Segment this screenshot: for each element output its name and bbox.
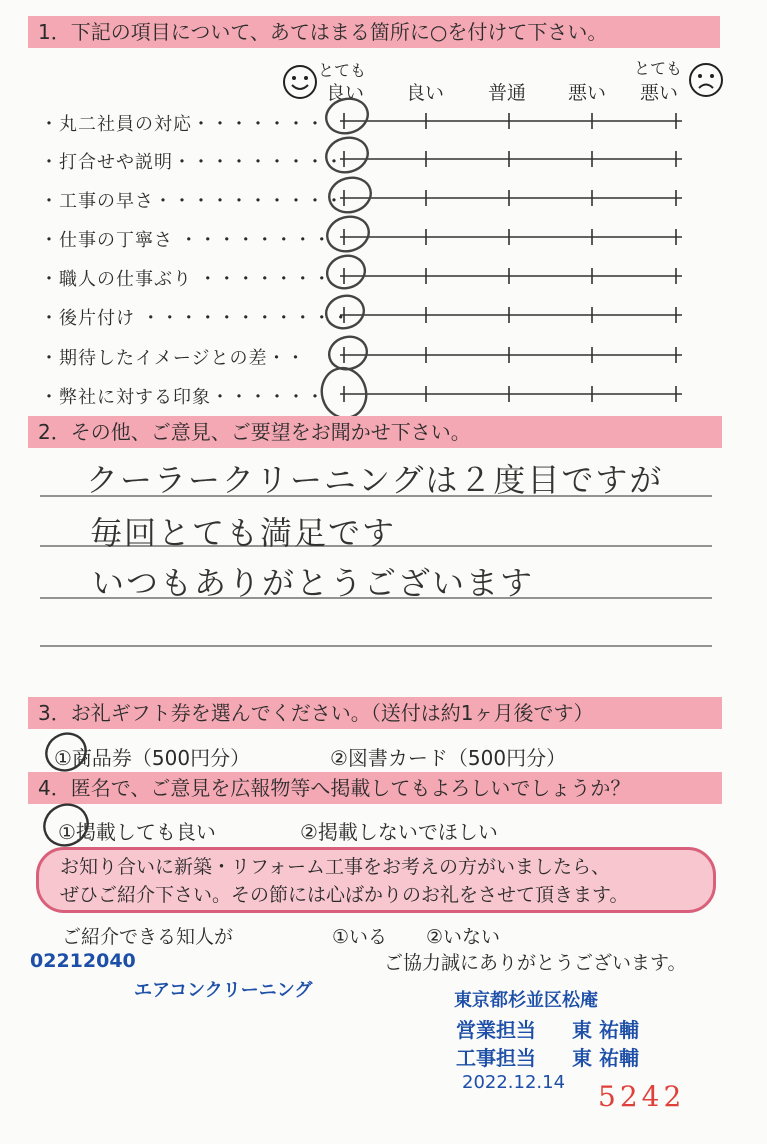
service-name: エアコンクリーニング (134, 980, 313, 1001)
header-very-good-top: とても (318, 61, 367, 80)
referral-question: ご紹介できる知人が (62, 926, 234, 948)
header-normal: 普通 (488, 82, 527, 104)
section1-title: 1．下記の項目について、あてはまる箇所に○を付けて下さい。 (28, 16, 720, 48)
publish-option-1[interactable]: ①掲載しても良い (58, 820, 216, 844)
rating-item-label: ・職人の仕事ぶり ・・・・・・・ (40, 269, 332, 290)
rating-item-label: ・打合せや説明・・・・・・・・・ (40, 152, 344, 173)
customer-address: 東京都杉並区松庵 (454, 990, 598, 1011)
header-very-good-bottom: 良い (326, 82, 365, 104)
rating-item-label: ・丸二社員の対応・・・・・・・ (40, 114, 325, 135)
referral-yes-option[interactable]: ①いる (332, 926, 388, 948)
header-good: 良い (406, 82, 445, 104)
rating-item-label: ・後片付け ・・・・・・・・・・・ (40, 308, 351, 329)
thanks-message: ご協力誠にありがとうございます。 (384, 952, 687, 974)
header-very-bad-top: とても (634, 59, 683, 78)
rating-item-label: ・期待したイメージとの差・・ (40, 348, 306, 369)
stamp-date: 2022.12.14 (462, 1072, 566, 1093)
gift-option-2[interactable]: ②図書カード（500円分） (330, 746, 567, 770)
handwritten-comment-line: いつもありがとうございます (92, 564, 535, 602)
customer-id: 02212040 (30, 950, 136, 972)
sales-label: 営業担当 (456, 1018, 536, 1042)
sales-name: 東 祐輔 (572, 1018, 639, 1042)
section3-title: 3．お礼ギフト券を選んでください。（送付は約1ヶ月後です） (28, 697, 722, 729)
referral-no-option[interactable]: ②いない (426, 926, 501, 948)
referral-text-line2: ぜひご紹介下さい。その節には心ばかりのお礼をさせて頂きます。 (60, 884, 629, 906)
rating-item-label: ・工事の早さ・・・・・・・・・・ (40, 191, 344, 212)
handwritten-comment-line: クーラークリーニングは２度目ですが (86, 461, 664, 499)
handwritten-number: 5242 (598, 1080, 686, 1113)
header-bad: 悪い (568, 82, 607, 104)
section4-title: 4．匿名で、ご意見を広報物等へ掲載してもよろしいでしょうか？ (28, 772, 722, 804)
work-label: 工事担当 (456, 1046, 536, 1070)
gift-option-1[interactable]: ①商品券（500円分） (54, 746, 251, 770)
header-very-bad-bottom: 悪い (640, 82, 679, 104)
rating-item-label: ・仕事の丁寧さ ・・・・・・・・ (40, 230, 332, 251)
rating-item-label: ・弊社に対する印象・・・・・・ (40, 387, 325, 408)
work-name: 東 祐輔 (572, 1046, 639, 1070)
referral-text-line1: お知り合いに新築・リフォーム工事をお考えの方がいましたら、 (60, 856, 611, 878)
publish-option-2[interactable]: ②掲載しないでほしい (300, 820, 498, 844)
handwritten-comment-line: 毎回とても満足です (90, 514, 397, 552)
section2-title: 2．その他、ご意見、ご要望をお聞かせ下さい。 (28, 416, 722, 448)
